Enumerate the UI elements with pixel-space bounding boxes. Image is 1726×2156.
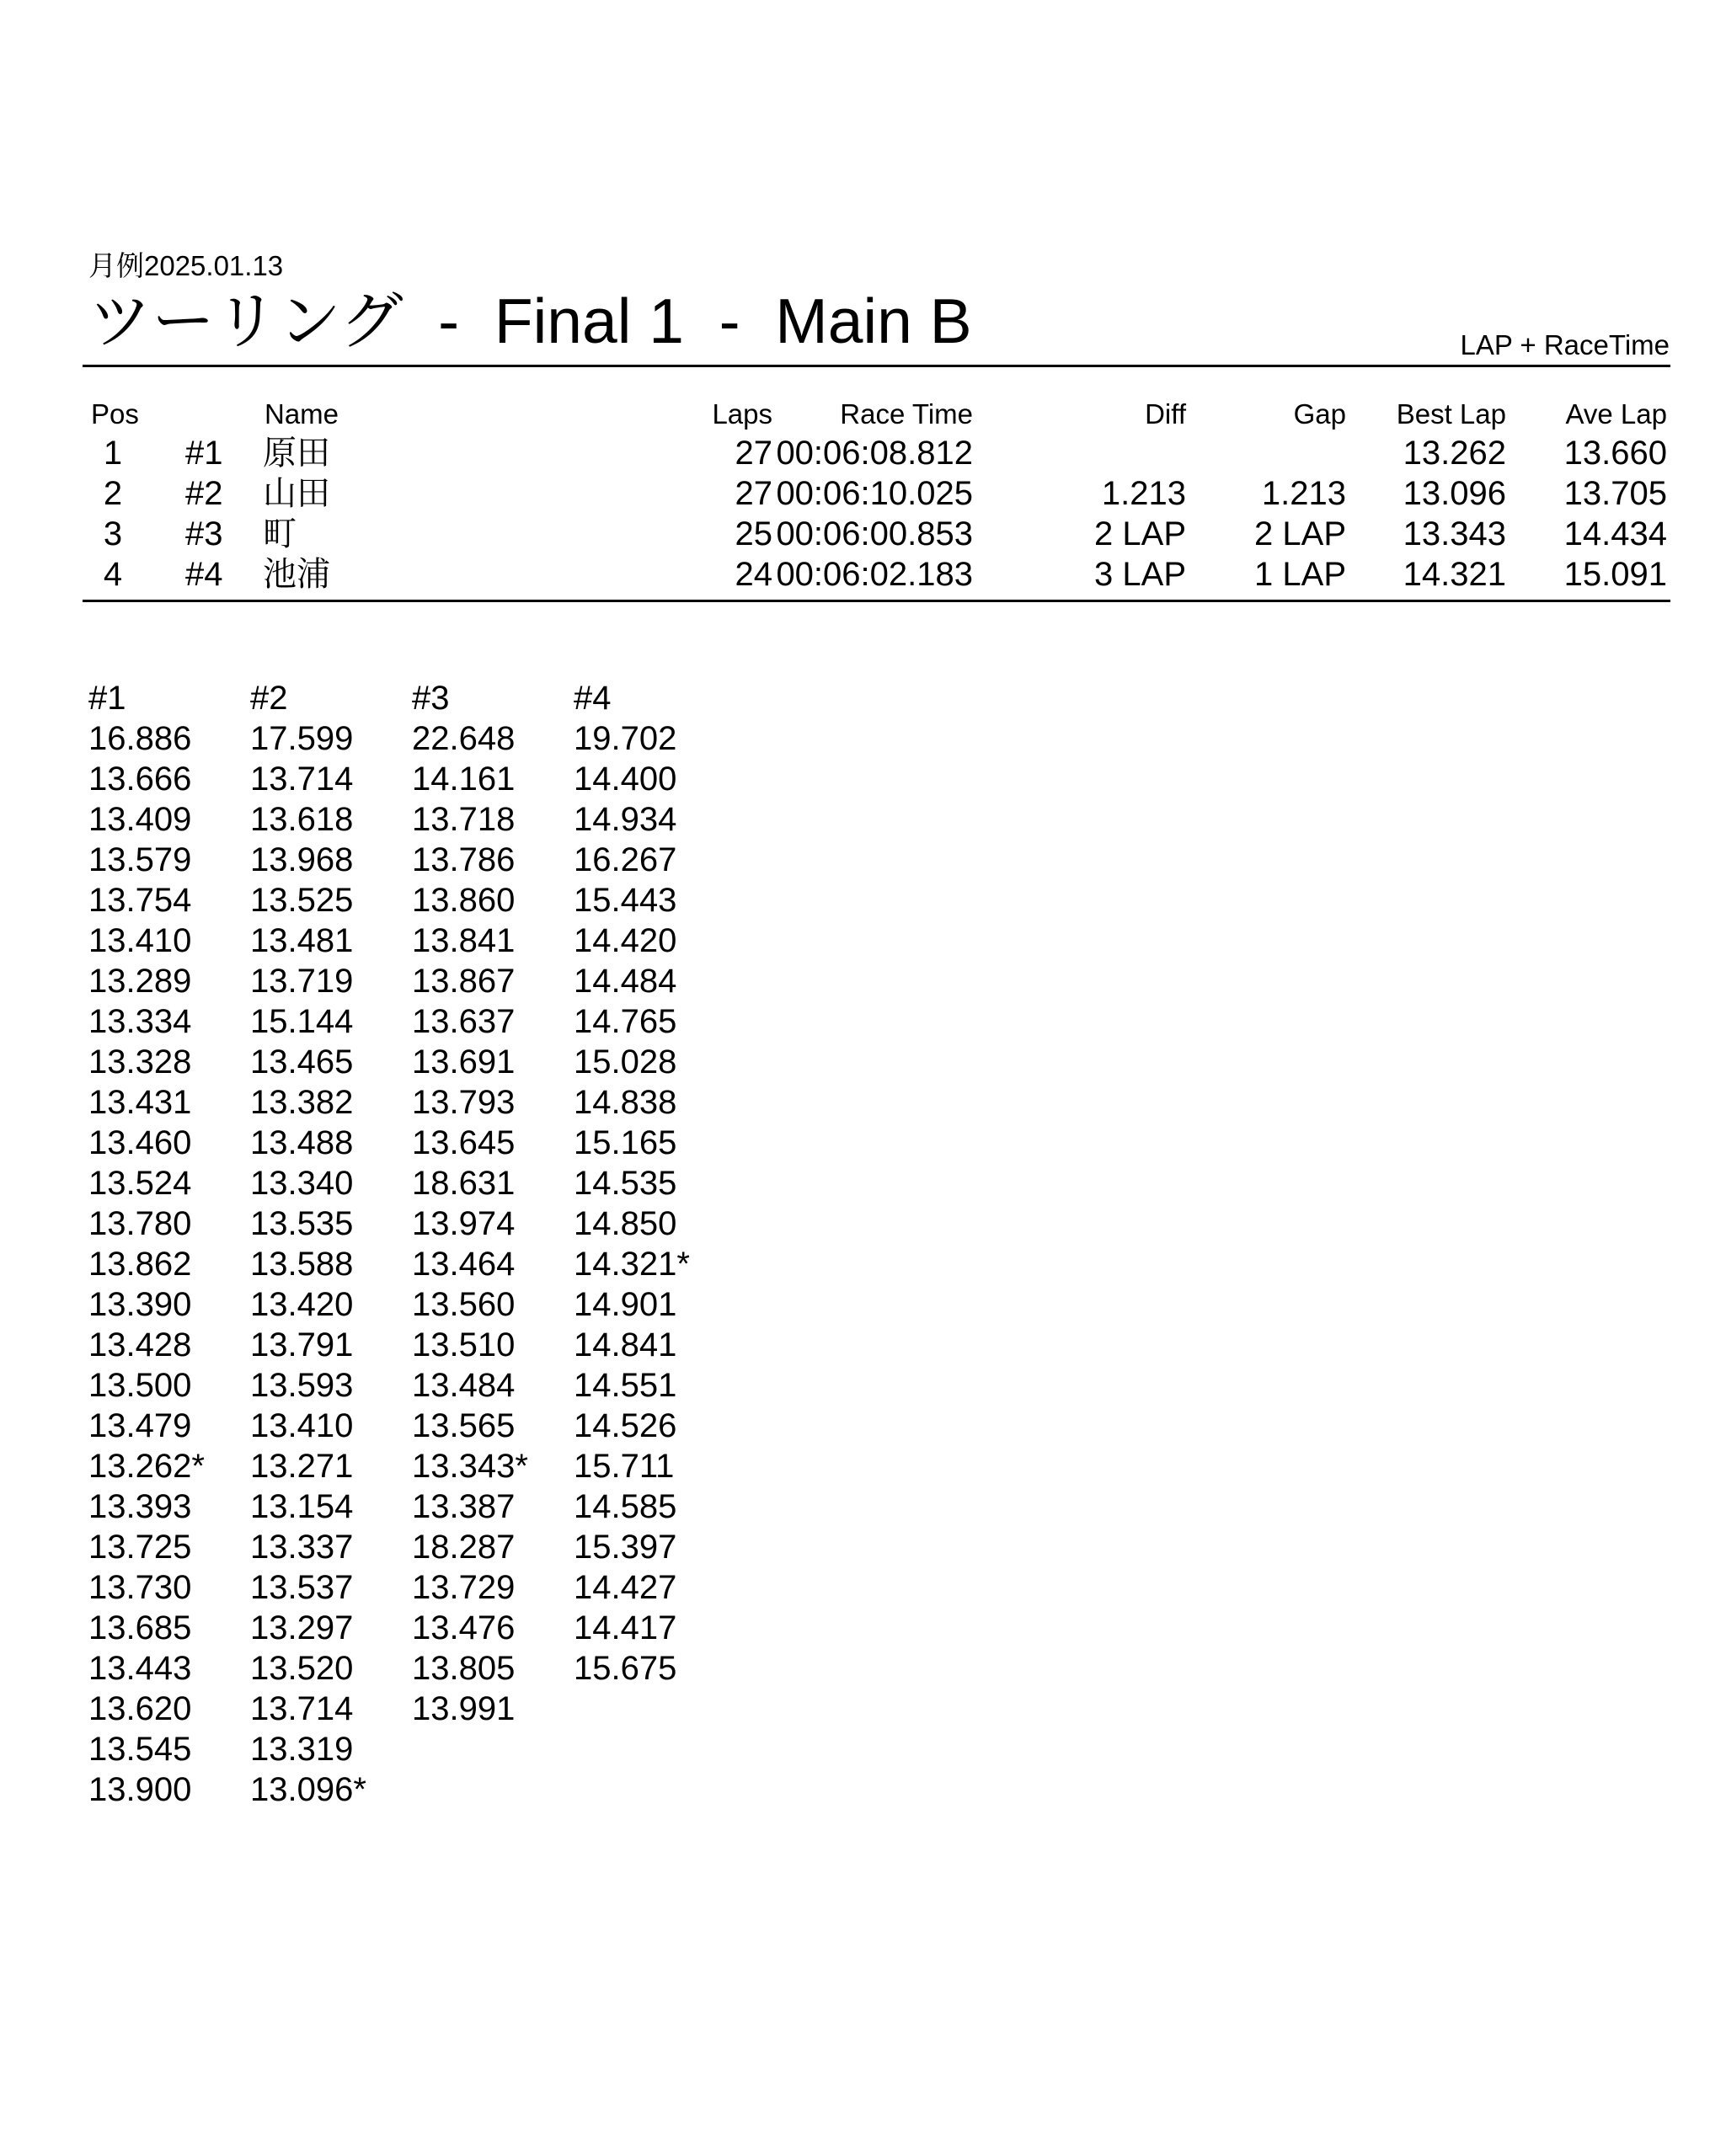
lap-time: 13.535: [250, 1205, 354, 1242]
lap-time: 15.028: [574, 1043, 677, 1081]
lap-time: 14.484: [574, 963, 677, 1000]
lap-time: 13.725: [88, 1529, 192, 1566]
lap-time: 16.886: [88, 720, 192, 757]
lap-time: 13.860: [412, 882, 516, 919]
lap-time: 13.465: [250, 1043, 354, 1081]
col-header-pos: Pos: [91, 398, 139, 430]
col-header-race-time: Race Time: [840, 398, 973, 430]
lap-time: 13.537: [250, 1569, 354, 1606]
result-best-lap: 13.343: [1403, 515, 1506, 552]
col-header-laps: Laps: [712, 398, 772, 430]
result-race-time: 00:06:10.025: [776, 475, 973, 512]
result-pos: 2: [103, 475, 123, 512]
results-header-row: [83, 396, 1670, 433]
lap-time: 13.805: [412, 1650, 516, 1687]
result-best-lap: 14.321: [1403, 556, 1506, 593]
lap-time: 13.387: [412, 1488, 516, 1525]
lap-time: 13.409: [88, 801, 192, 838]
result-best-lap: 13.096: [1403, 475, 1506, 512]
lap-time: 13.620: [88, 1690, 192, 1727]
lap-time: 13.714: [250, 760, 354, 798]
lap-time: 13.719: [250, 963, 354, 1000]
lap-time: 14.417: [574, 1609, 677, 1646]
lap-time: 13.343*: [412, 1448, 528, 1485]
col-header-best-lap: Best Lap: [1396, 398, 1506, 430]
lap-time: 14.535: [574, 1165, 677, 1202]
timing-mode: LAP + RaceTime: [1460, 329, 1670, 360]
lap-time: 13.500: [88, 1367, 192, 1404]
result-row: [83, 554, 1670, 595]
lap-time: 14.526: [574, 1407, 677, 1444]
lap-time: 16.267: [574, 841, 677, 878]
lap-time: 13.481: [250, 922, 354, 959]
lap-time: 13.691: [412, 1043, 516, 1081]
lap-time: 13.319: [250, 1731, 354, 1768]
result-race-time: 00:06:08.812: [776, 435, 973, 472]
lap-column-2: [250, 718, 366, 1810]
lap-time: 13.791: [250, 1326, 354, 1364]
lap-time: 15.144: [250, 1003, 354, 1040]
result-gap: 1 LAP: [1254, 556, 1346, 593]
result-diff: 2 LAP: [1094, 515, 1186, 552]
result-laps: 27: [735, 435, 772, 472]
result-gap: 1.213: [1261, 475, 1346, 512]
lap-column-3: [412, 718, 528, 1729]
col-header-ave-lap: Ave Lap: [1565, 398, 1667, 430]
lap-time: 13.637: [412, 1003, 516, 1040]
lap-time: 14.321*: [574, 1246, 690, 1283]
lap-time: 13.730: [88, 1569, 192, 1606]
lap-time: 14.585: [574, 1488, 677, 1525]
lap-time: 13.900: [88, 1771, 192, 1808]
header-divider: [83, 365, 1670, 367]
lap-time: 18.631: [412, 1165, 516, 1202]
lap-time: 13.479: [88, 1407, 192, 1444]
lap-time: 13.565: [412, 1407, 516, 1444]
result-ave-lap: 14.434: [1563, 515, 1667, 552]
lap-time: 13.645: [412, 1124, 516, 1161]
lap-time: 13.793: [412, 1084, 516, 1121]
col-header-name: Name: [265, 398, 339, 430]
lap-time: 13.420: [250, 1286, 354, 1323]
lap-time: 14.841: [574, 1326, 677, 1364]
results-divider: [83, 600, 1670, 602]
lap-column-label: #3: [412, 680, 450, 717]
lap-time: 13.393: [88, 1488, 192, 1525]
lap-time: 13.754: [88, 882, 192, 919]
result-pos: 3: [103, 515, 123, 552]
lap-time: 15.165: [574, 1124, 677, 1161]
result-number: #2: [185, 475, 223, 512]
lap-time: 15.711: [574, 1448, 675, 1485]
lap-time: 13.476: [412, 1609, 516, 1646]
lap-time: 13.729: [412, 1569, 516, 1606]
result-laps: 25: [735, 515, 772, 552]
lap-column-label: #2: [250, 680, 288, 717]
lap-time: 13.666: [88, 760, 192, 798]
result-best-lap: 13.262: [1403, 435, 1506, 472]
lap-time: 15.397: [574, 1529, 677, 1566]
lap-time: 13.593: [250, 1367, 354, 1404]
lap-time: 13.520: [250, 1650, 354, 1687]
lap-time: 13.841: [412, 922, 516, 959]
lap-time: 13.579: [88, 841, 192, 878]
lap-time: 15.443: [574, 882, 677, 919]
lap-time: 13.271: [250, 1448, 354, 1485]
result-race-time: 00:06:00.853: [776, 515, 973, 552]
lap-time: 13.096*: [250, 1771, 366, 1808]
lap-time: 13.460: [88, 1124, 192, 1161]
lap-time: 13.431: [88, 1084, 192, 1121]
lap-time: 13.974: [412, 1205, 516, 1242]
lap-time: 13.390: [88, 1286, 192, 1323]
lap-time: 13.488: [250, 1124, 354, 1161]
result-gap: 2 LAP: [1254, 515, 1346, 552]
result-ave-lap: 13.660: [1563, 435, 1667, 472]
result-row: [83, 473, 1670, 514]
result-name: 町: [263, 515, 297, 552]
lap-time: 13.464: [412, 1246, 516, 1283]
result-laps: 27: [735, 475, 772, 512]
result-pos: 1: [103, 435, 123, 472]
lap-time: 22.648: [412, 720, 516, 757]
result-name: 山田: [263, 475, 330, 512]
lap-column-4: [574, 718, 690, 1689]
lap-time: 13.334: [88, 1003, 192, 1040]
lap-time: 13.991: [412, 1690, 516, 1727]
result-name: 池浦: [263, 556, 330, 593]
lap-time: 13.968: [250, 841, 354, 878]
lap-time: 13.718: [412, 801, 516, 838]
lap-time: 13.328: [88, 1043, 192, 1081]
lap-time: 17.599: [250, 720, 354, 757]
lap-time: 14.400: [574, 760, 677, 798]
col-header-gap: Gap: [1293, 398, 1346, 430]
lap-time: 14.161: [412, 760, 516, 798]
result-pos: 4: [103, 556, 123, 593]
lap-time: 13.714: [250, 1690, 354, 1727]
lap-time: 13.780: [88, 1205, 192, 1242]
lap-column-label: #4: [574, 680, 612, 717]
lap-time: 13.685: [88, 1609, 192, 1646]
lap-time: 13.340: [250, 1165, 354, 1202]
event-date: 月例2025.01.13: [88, 250, 284, 281]
result-name: 原田: [263, 435, 330, 472]
lap-time: 13.337: [250, 1529, 354, 1566]
result-diff: 3 LAP: [1094, 556, 1186, 593]
lap-column-1: [88, 718, 205, 1810]
lap-time: 13.262*: [88, 1448, 205, 1485]
lap-time: 13.524: [88, 1165, 192, 1202]
result-number: #3: [185, 515, 223, 552]
race-title: ツーリング - Final 1 - Main B: [88, 286, 972, 356]
lap-time: 13.484: [412, 1367, 516, 1404]
result-diff: 1.213: [1101, 475, 1186, 512]
result-row: [83, 514, 1670, 554]
lap-time: 19.702: [574, 720, 677, 757]
result-number: #4: [185, 556, 223, 593]
result-laps: 24: [735, 556, 772, 593]
lap-time: 13.588: [250, 1246, 354, 1283]
lap-time: 14.850: [574, 1205, 677, 1242]
lap-time: 13.786: [412, 841, 516, 878]
lap-time: 13.443: [88, 1650, 192, 1687]
result-ave-lap: 15.091: [1563, 556, 1667, 593]
lap-time: 13.560: [412, 1286, 516, 1323]
lap-time: 14.838: [574, 1084, 677, 1121]
result-race-time: 00:06:02.183: [776, 556, 973, 593]
lap-time: 14.901: [574, 1286, 677, 1323]
lap-time: 13.545: [88, 1731, 192, 1768]
result-row: [83, 433, 1670, 473]
lap-time: 14.934: [574, 801, 677, 838]
results-table: [83, 396, 1670, 595]
lap-time: 13.410: [250, 1407, 354, 1444]
lap-time: 13.289: [88, 963, 192, 1000]
result-number: #1: [185, 435, 223, 472]
lap-time: 13.428: [88, 1326, 192, 1364]
lap-time: 13.510: [412, 1326, 516, 1364]
result-ave-lap: 13.705: [1563, 475, 1667, 512]
lap-time: 18.287: [412, 1529, 516, 1566]
lap-time: 14.420: [574, 922, 677, 959]
lap-time: 13.525: [250, 882, 354, 919]
lap-time: 14.551: [574, 1367, 677, 1404]
lap-time: 15.675: [574, 1650, 677, 1687]
lap-time: 13.297: [250, 1609, 354, 1646]
lap-time: 13.618: [250, 801, 354, 838]
lap-time: 14.427: [574, 1569, 677, 1606]
col-header-diff: Diff: [1145, 398, 1186, 430]
lap-time: 14.765: [574, 1003, 677, 1040]
lap-time: 13.867: [412, 963, 516, 1000]
lap-column-label: #1: [88, 680, 126, 717]
lap-time: 13.862: [88, 1246, 192, 1283]
lap-time: 13.410: [88, 922, 192, 959]
lap-time: 13.382: [250, 1084, 354, 1121]
lap-time: 13.154: [250, 1488, 354, 1525]
